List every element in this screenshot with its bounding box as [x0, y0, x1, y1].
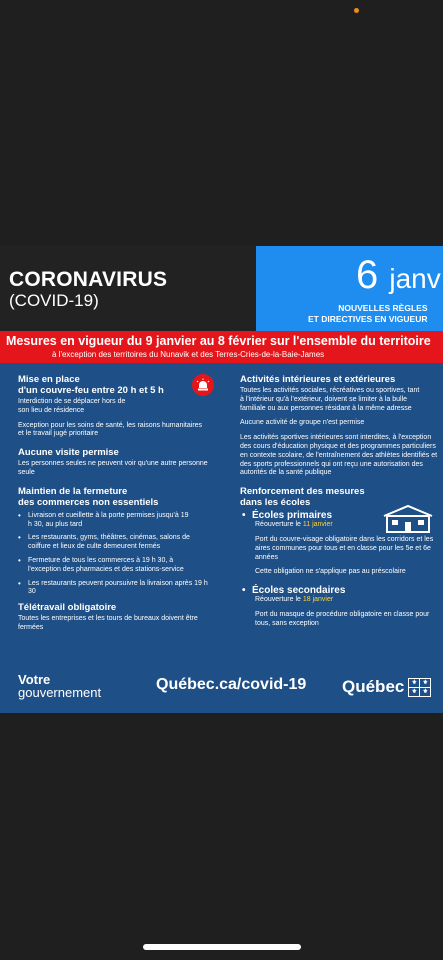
secondary-text: Port du masque de procédure obligatoire en classe pour tous, sans exception [255, 610, 430, 627]
measures-banner [0, 331, 443, 363]
secondary-reopen-prefix: Réouverture le [255, 596, 303, 604]
quebec-logo [342, 677, 431, 697]
home-indicator[interactable] [143, 944, 301, 950]
left-column [18, 374, 228, 633]
banner-main-text: Mesures en vigueur du 9 janvier au 8 février sur l'ensemble du territoire [6, 334, 431, 348]
primary-reopen-date: 11 janvier [302, 521, 333, 529]
shops-bullet: • Les restaurants, gyms, théâtres, cinémas, salons de coiffure et lieux de culte demeurent fermés [18, 534, 203, 552]
poster-footer [0, 669, 443, 713]
header-note [308, 303, 428, 325]
secondary-reopen [240, 596, 443, 605]
covid-url: Québec.ca/covid-19 [156, 676, 307, 693]
alarm-icon [192, 374, 214, 396]
shops-bullet: • Les restaurants peuvent poursuivre la livraison après 19 h 30 [18, 580, 208, 598]
brand-line-1: Votre [18, 672, 51, 687]
visits-text: Les personnes seules ne peuvent voir qu'une autre personne seule [18, 460, 208, 476]
poster-subtitle: (COVID-19) [9, 291, 99, 310]
header-note-line-2: ET DIRECTIVES EN VIGUEUR [308, 314, 428, 324]
primary-schools-title: • Écoles primaires [240, 510, 443, 521]
date-word: janv [389, 263, 441, 294]
telework-text: Toutes les entreprises et les tours de bureaux doivent être fermées [18, 615, 198, 631]
right-column [240, 374, 443, 629]
primary-text-2: Cette obligation ne s'applique pas au préscolaire [255, 568, 406, 576]
telework-title: Télétravail obligatoire [18, 602, 117, 614]
curfew-text-1: Interdiction de se déplacer hors de son lieu de résidence [18, 398, 126, 414]
poster-title: CORONAVIRUS [9, 268, 168, 291]
shops-title-2: des commerces non essentiels [18, 496, 159, 508]
activities-text-1: Toutes les activités sociales, récréatives ou sportives, tant à l'intérieur qu'à l'extérieur, doivent se limiter à la bulle familiale ou aux personnes résidant à la même adresse [240, 387, 420, 412]
curfew-title-1: Mise en place [18, 374, 80, 385]
votre-gouvernement-logo [18, 673, 101, 699]
shops-title-1: Maintien de la fermeture [18, 485, 128, 497]
secondary-reopen-date: 18 janvier [302, 596, 334, 604]
shops-bullet: • Fermeture de tous les commerces à 19 h 30, à l'exception des pharmacies et des stations-service [18, 557, 203, 575]
quebec-logo-text: Québec [342, 677, 405, 696]
curfew-text-2: Exception pour les soins de santé, les raisons humanitaires et le travail jugé prioritaire [18, 421, 203, 438]
activities-title: Activités intérieures et extérieures [240, 374, 396, 385]
fleur-de-lys-icon: ⚜ ⚜ ⚜ ⚜ [408, 678, 431, 697]
curfew-title-2: d'un couvre-feu entre 20 h et 5 h [18, 385, 164, 396]
date-number: 6 [356, 253, 379, 297]
activities-text-3: Les activités sportives intérieures sont interdites, à l'exception des cours d'éducation physique et des programmes particuliers en contexte scolaire, de l'entraînement des athlètes identifiés et des sports professionnels qui ont reçu une autorisation des autorités de la santé publique [240, 434, 438, 477]
visits-title: Aucune visite permise [18, 447, 119, 459]
primary-text-1: Port du couvre-visage obligatoire dans les corridors et les aires communes pour tous et en classe pour les 5e et 6e années [255, 535, 434, 561]
banner-sub-text: à l'exception des territoires du Nunavik et des Terres-Cries-de-la-Baie-James [52, 350, 325, 359]
covid-poster-image[interactable] [0, 246, 443, 713]
header-note-line-1: NOUVELLES RÈGLES [338, 303, 428, 313]
schools-title-2: dans les écoles [240, 497, 311, 509]
schools-title-1: Renforcement des mesures [240, 486, 365, 498]
header-right-panel [256, 246, 443, 331]
brand-line-2: gouvernement [18, 685, 102, 700]
activities-text-2: Aucune activité de groupe n'est permise [240, 419, 365, 427]
status-dot [354, 8, 359, 13]
secondary-schools-title: • Écoles secondaires [240, 585, 443, 596]
primary-reopen-prefix: Réouverture le [255, 521, 303, 529]
header-left-panel [0, 246, 256, 331]
shops-bullet: • Livraison et cueillette à la porte permises jusqu'à 19 h 30, au plus tard [18, 512, 193, 530]
header-date [356, 252, 441, 302]
